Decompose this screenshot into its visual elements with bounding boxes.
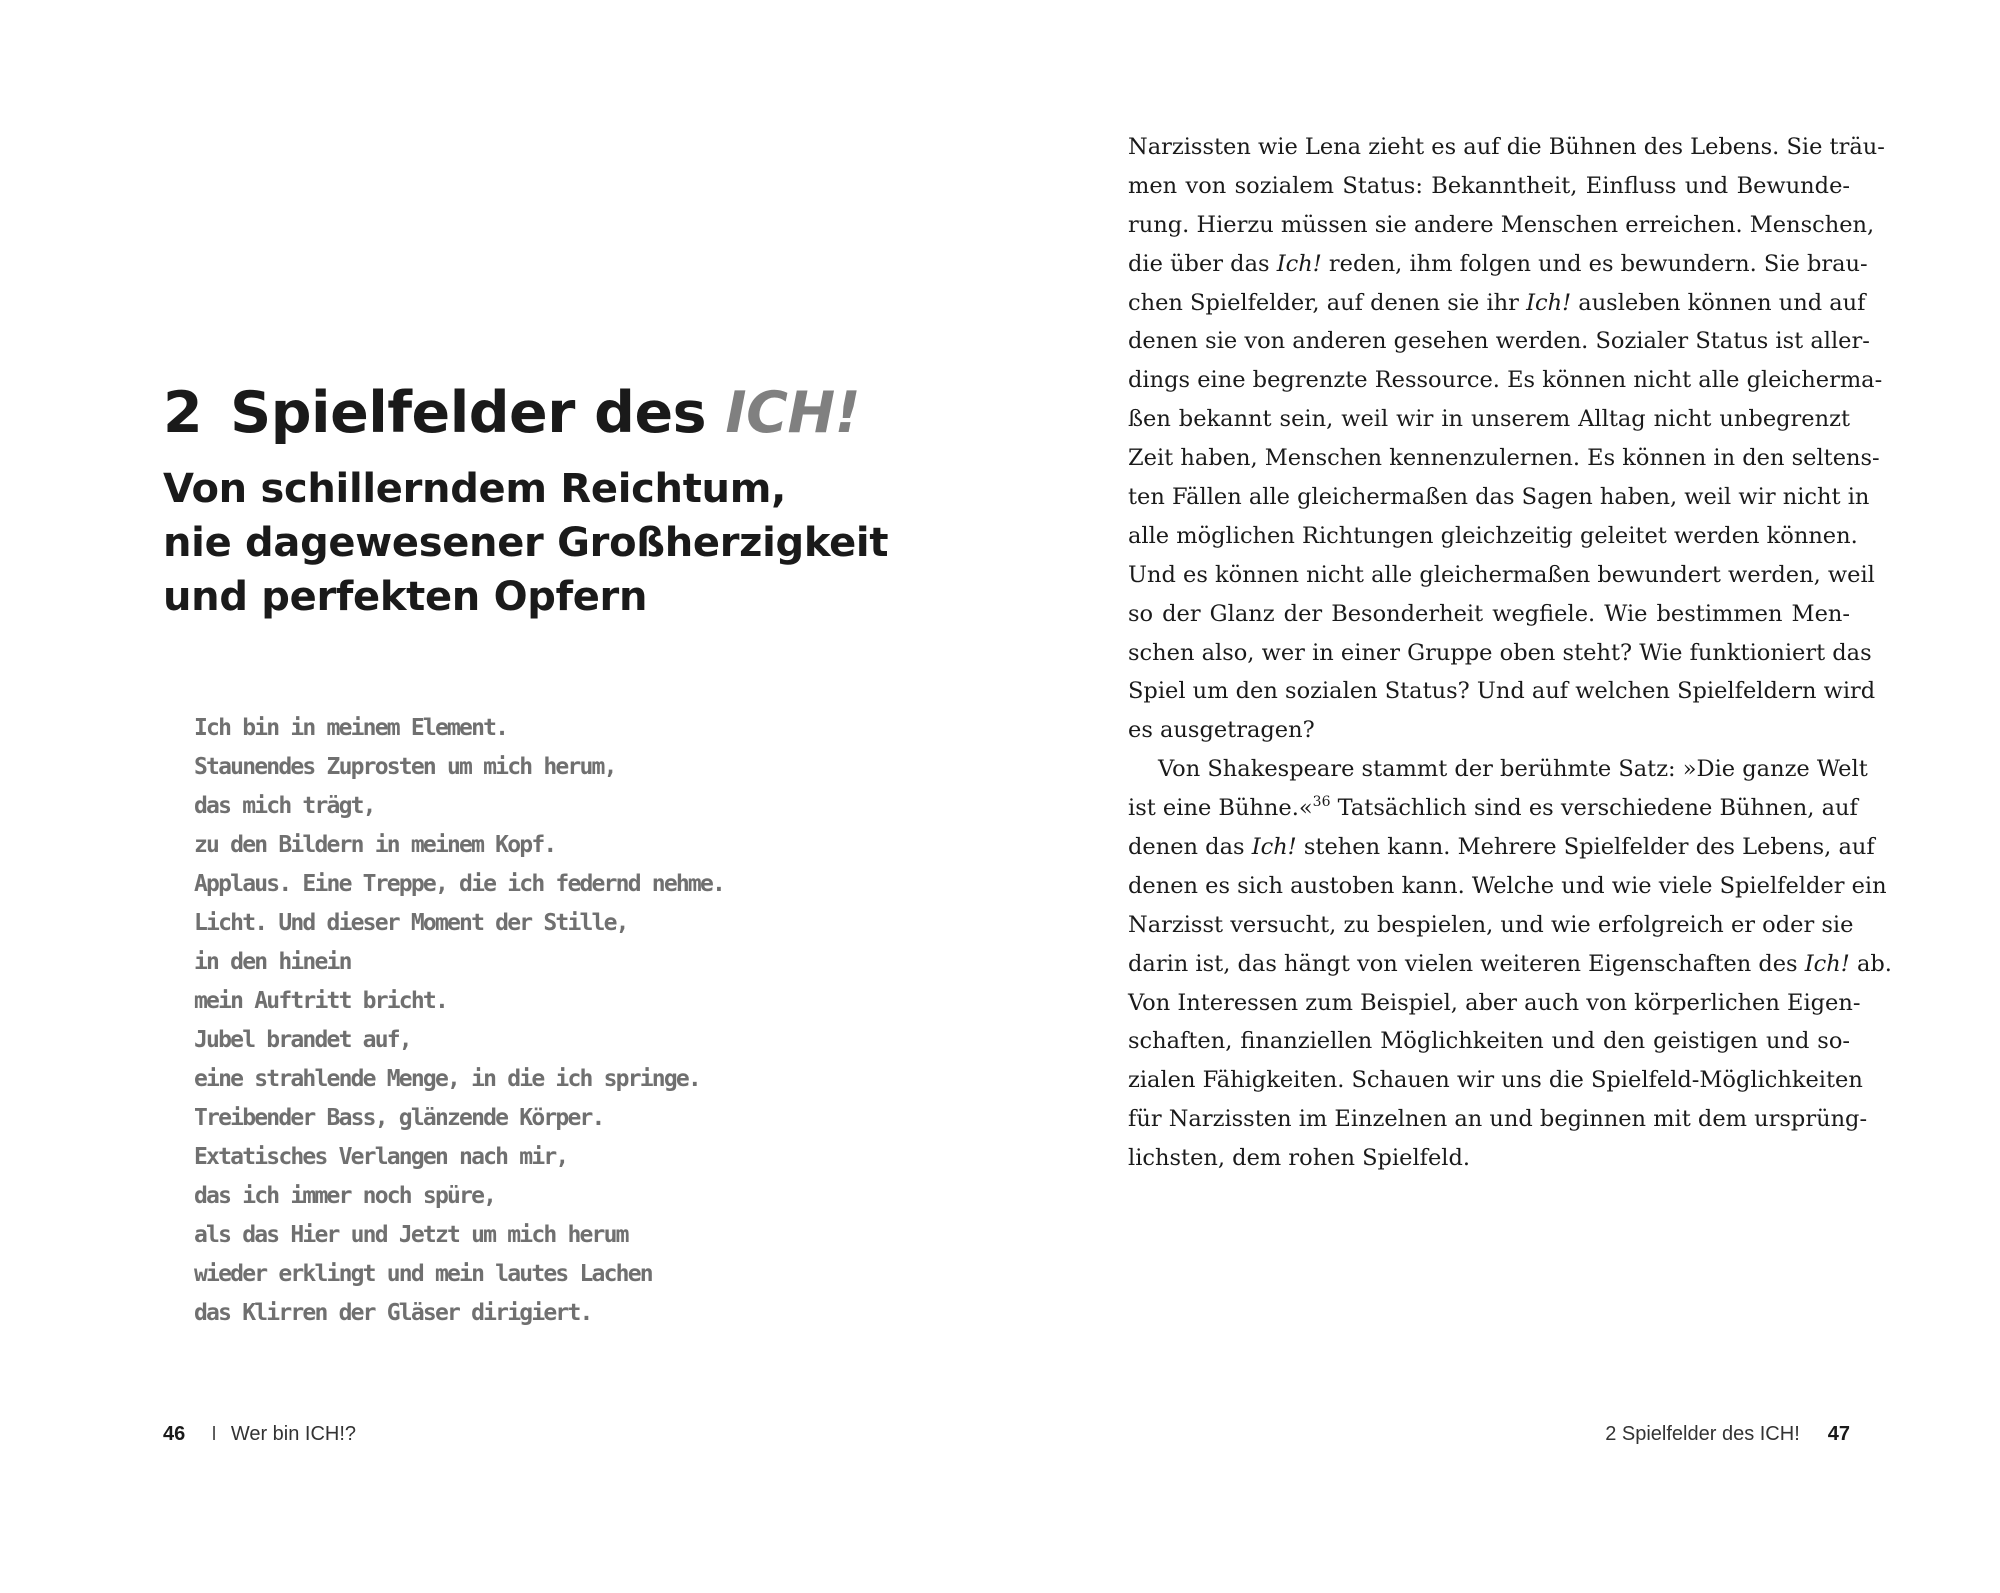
text-line: für Narzissten im Einzelnen an und beginnen mit dem ursprüng- [1128, 1106, 1868, 1133]
text-line: es ausgetragen? [1128, 717, 1315, 744]
text-line: denen es sich austoben kann. Welche und wie viele Spielfelder ein [1128, 872, 1887, 899]
poem-line: Licht. Und dieser Moment der Stille, [194, 910, 628, 936]
poem [194, 709, 724, 1333]
text-line: Von Shakespeare stammt der berühmte Satz: »Die ganze Welt [1158, 756, 1868, 783]
right-page [1000, 0, 2000, 1593]
body-text [1128, 128, 1892, 1178]
poem-line: Treibender Bass, glänzende Körper. [194, 1105, 604, 1131]
chapter-title [163, 378, 860, 448]
text-line: zialen Fähigkeiten. Schauen wir uns die Spielfeld-Möglichkeiten [1128, 1067, 1863, 1094]
text-line: Zeit haben, Menschen kennenzulernen. Es können in den seltens- [1128, 445, 1880, 472]
footnote-reference: 36 [1312, 794, 1331, 811]
poem-line: Staunendes Zuprosten um mich herum, [194, 754, 616, 780]
text-line: Narzissten wie Lena zieht es auf die Bühnen des Lebens. Sie träu- [1128, 134, 1885, 160]
poem-line: als das Hier und Jetzt um mich herum [194, 1222, 628, 1248]
page-number: 47 [1827, 1423, 1850, 1445]
ich-emphasis: Ich! [1526, 289, 1572, 316]
poem-line: Ich bin in meinem Element. [194, 715, 508, 741]
chapter-title-emphasis: ICH! [725, 380, 861, 446]
text-line: ten Fällen alle gleichermaßen das Sagen haben, weil wir nicht in [1128, 484, 1870, 511]
text-line: denen das Ich! stehen kann. Mehrere Spielfelder des Lebens, auf [1128, 834, 1875, 861]
poem-line: eine strahlende Menge, in die ich springe. [194, 1066, 700, 1092]
text-line: die über das Ich! reden, ihm folgen und es bewundern. Sie brau- [1128, 250, 1868, 277]
chapter-subtitle [163, 462, 888, 624]
footer-separator: I [211, 1423, 217, 1445]
chapter-title-text: Spielfelder des [230, 380, 707, 446]
text-line: chen Spielfelder, auf denen sie ihr Ich! ausleben können und auf [1128, 289, 1866, 316]
text-line: lichsten, dem rohen Spielfeld. [1128, 1145, 1471, 1172]
footer-left [163, 1420, 356, 1448]
subtitle-line: Von schillerndem Reichtum, [163, 466, 786, 512]
chapter-number: 2 [163, 380, 203, 446]
text-line: men von sozialem Status: Bekanntheit, Einfluss und Bewunde- [1128, 172, 1850, 199]
text-line: Narzisst versucht, zu bespielen, und wie erfolgreich er oder sie [1128, 911, 1854, 938]
poem-line: das mich trägt, [194, 793, 375, 819]
text-line: ßen bekannt sein, weil wir in unserem Alltag nicht unbegrenzt [1128, 406, 1850, 433]
text-line: Spiel um den sozialen Status? Und auf welchen Spielfeldern wird [1128, 678, 1876, 705]
footer-right [1605, 1420, 1850, 1448]
text-line: schaften, finanziellen Möglichkeiten und den geistigen und so- [1128, 1028, 1850, 1055]
poem-line: das ich immer noch spüre, [194, 1183, 496, 1209]
poem-line: Extatisches Verlangen nach mir, [194, 1144, 568, 1170]
text-line: alle möglichen Richtungen gleichzeitig geleitet werden können. [1128, 522, 1858, 549]
poem-line: Jubel brandet auf, [194, 1027, 411, 1053]
poem-line: das Klirren der Gläser dirigiert. [194, 1300, 592, 1326]
poem-line: zu den Bildern in meinem Kopf. [194, 832, 556, 858]
page-number: 46 [163, 1423, 186, 1445]
running-head: 2 Spielfelder des ICH! [1605, 1423, 1800, 1445]
poem-line: Applaus. Eine Treppe, die ich federnd nehme. [194, 871, 725, 897]
text-line: ist eine Bühne.«$^{36}$ Tatsächlich sind es verschiedene Bühnen, auf [1128, 794, 1858, 822]
text-line: darin ist, das hängt von vielen weiteren Eigenschaften des Ich! ab. [1128, 950, 1892, 977]
poem-line: mein Auftritt bricht. [194, 988, 447, 1014]
ich-emphasis: Ich! [1276, 250, 1322, 277]
running-head: Wer bin ICH!? [230, 1423, 357, 1445]
text-line: schen also, wer in einer Gruppe oben steht? Wie funktioniert das [1128, 639, 1872, 666]
ich-emphasis: Ich! [1251, 834, 1297, 861]
text-line: Von Interessen zum Beispiel, aber auch von körperlichen Eigen- [1128, 989, 1861, 1016]
text-line: Und es können nicht alle gleichermaßen bewundert werden, weil [1128, 561, 1875, 588]
text-line: so der Glanz der Besonderheit wegfiele. Wie bestimmen Men- [1128, 600, 1850, 627]
text-line: rung. Hierzu müssen sie andere Menschen erreichen. Menschen, [1128, 211, 1875, 238]
subtitle-line: und perfekten Opfern [163, 574, 648, 620]
poem-line: in den hinein [194, 949, 351, 975]
ich-emphasis: Ich! [1804, 950, 1850, 977]
text-line: denen sie von anderen gesehen werden. Sozialer Status ist aller- [1128, 328, 1870, 355]
text-line: dings eine begrenzte Ressource. Es können nicht alle gleicherma- [1128, 367, 1883, 394]
poem-line: wieder erklingt und mein lautes Lachen [194, 1261, 652, 1287]
subtitle-line: nie dagewesener Großherzigkeit [163, 520, 889, 566]
